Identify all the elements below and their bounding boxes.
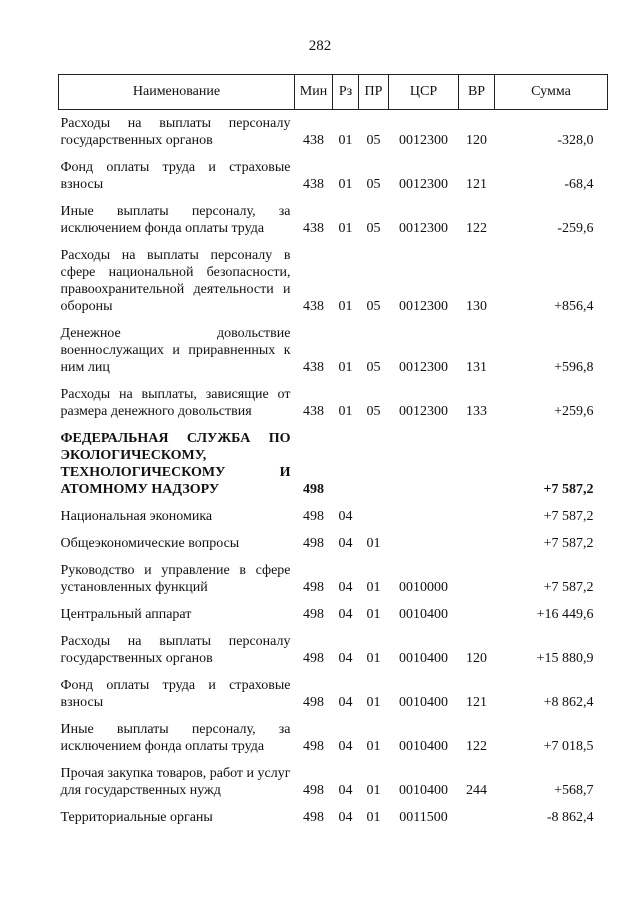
table-row bbox=[59, 154, 608, 198]
row-sum: +7 587,2 bbox=[543, 509, 594, 524]
row-csr: 0010000 bbox=[399, 580, 448, 595]
row-csr: 0011500 bbox=[399, 810, 448, 825]
header-pr: ПР bbox=[359, 75, 389, 110]
table-row bbox=[59, 242, 608, 320]
row-rz: 04 bbox=[338, 607, 353, 622]
row-vr bbox=[459, 530, 495, 557]
row-rz: 04 bbox=[338, 739, 353, 754]
row-csr: 0012300 bbox=[399, 299, 448, 314]
table-row bbox=[59, 425, 608, 503]
row-min: 498 bbox=[303, 695, 324, 710]
row-sum: +7 587,2 bbox=[543, 536, 594, 551]
row-pr: 01 bbox=[366, 810, 381, 825]
row-csr: 0010400 bbox=[399, 695, 448, 710]
row-vr: 121 bbox=[466, 695, 487, 710]
row-pr: 05 bbox=[366, 404, 381, 419]
row-rz: 04 bbox=[338, 783, 353, 798]
table-row bbox=[59, 381, 608, 425]
row-name: Иные выплаты персоналу, за исключением фонда оплаты труда bbox=[60, 204, 291, 236]
row-vr: 121 bbox=[466, 177, 487, 192]
row-rz: 04 bbox=[338, 580, 353, 595]
row-pr: 05 bbox=[366, 133, 381, 148]
row-pr bbox=[359, 503, 389, 530]
row-sum: +8 862,4 bbox=[543, 695, 594, 710]
row-min: 438 bbox=[303, 221, 324, 236]
table-row bbox=[59, 672, 608, 716]
row-csr bbox=[389, 425, 459, 503]
row-min: 498 bbox=[303, 607, 324, 622]
header-csr: ЦСР bbox=[389, 75, 459, 110]
row-rz: 01 bbox=[338, 404, 353, 419]
row-csr: 0012300 bbox=[399, 133, 448, 148]
table-header-row bbox=[59, 75, 608, 110]
row-name: Расходы на выплаты, зависящие от размера денежного довольствия bbox=[60, 387, 291, 419]
row-min: 438 bbox=[303, 133, 324, 148]
table-row bbox=[59, 320, 608, 381]
row-pr: 05 bbox=[366, 221, 381, 236]
row-min: 438 bbox=[303, 360, 324, 375]
row-pr: 01 bbox=[366, 536, 381, 551]
row-sum: +7 587,2 bbox=[543, 580, 594, 595]
row-pr: 01 bbox=[366, 783, 381, 798]
budget-table bbox=[58, 74, 608, 831]
table-row bbox=[59, 716, 608, 760]
row-sum: +856,4 bbox=[554, 299, 594, 314]
row-name: Территориальные органы bbox=[60, 810, 213, 825]
row-rz: 01 bbox=[338, 360, 353, 375]
header-min: Мин bbox=[295, 75, 333, 110]
row-sum: +568,7 bbox=[554, 783, 594, 798]
row-rz: 01 bbox=[338, 177, 353, 192]
row-name: Расходы на выплаты персоналу государственных органов bbox=[60, 634, 291, 666]
table-row bbox=[59, 530, 608, 557]
row-pr: 01 bbox=[366, 651, 381, 666]
row-name: Фонд оплаты труда и страховые взносы bbox=[60, 160, 291, 192]
row-min: 498 bbox=[303, 509, 324, 524]
row-min: 498 bbox=[303, 783, 324, 798]
table-row bbox=[59, 804, 608, 831]
row-name: Общеэкономические вопросы bbox=[60, 536, 240, 551]
row-name: Расходы на выплаты персоналу государственных органов bbox=[60, 116, 291, 148]
row-csr: 0012300 bbox=[399, 221, 448, 236]
row-sum: +16 449,6 bbox=[536, 607, 594, 622]
row-rz: 04 bbox=[338, 695, 353, 710]
header-sum: Сумма bbox=[495, 75, 608, 110]
header-name: Наименование bbox=[59, 75, 295, 110]
row-vr bbox=[459, 804, 495, 831]
row-min: 498 bbox=[303, 810, 324, 825]
row-min: 498 bbox=[303, 580, 324, 595]
row-csr: 0012300 bbox=[399, 177, 448, 192]
row-name: Денежное довольствие военнослужащих и приравненных к ним лиц bbox=[60, 326, 291, 375]
table-row bbox=[59, 601, 608, 628]
row-pr bbox=[359, 425, 389, 503]
row-name: Национальная экономика bbox=[60, 509, 213, 524]
row-rz: 01 bbox=[338, 299, 353, 314]
row-pr: 05 bbox=[366, 299, 381, 314]
row-rz: 04 bbox=[338, 509, 353, 524]
row-rz bbox=[333, 425, 359, 503]
row-sum: -8 862,4 bbox=[546, 810, 594, 825]
row-rz: 04 bbox=[338, 651, 353, 666]
row-sum: +7 018,5 bbox=[543, 739, 594, 754]
row-vr bbox=[459, 601, 495, 628]
row-min: 498 bbox=[303, 651, 324, 666]
row-vr bbox=[459, 503, 495, 530]
row-sum: -328,0 bbox=[557, 133, 594, 148]
row-name: Центральный аппарат bbox=[60, 607, 192, 622]
row-rz: 01 bbox=[338, 133, 353, 148]
row-name: Руководство и управление в сфере установленных функций bbox=[60, 563, 291, 595]
row-vr: 244 bbox=[466, 783, 487, 798]
row-pr: 01 bbox=[366, 695, 381, 710]
row-vr: 122 bbox=[466, 739, 487, 754]
header-vr: ВР bbox=[459, 75, 495, 110]
row-pr: 01 bbox=[366, 739, 381, 754]
row-csr: 0010400 bbox=[399, 739, 448, 754]
row-csr: 0010400 bbox=[399, 783, 448, 798]
row-pr: 05 bbox=[366, 177, 381, 192]
row-csr bbox=[389, 530, 459, 557]
row-name: Иные выплаты персоналу, за исключением фонда оплаты труда bbox=[60, 722, 291, 754]
table-row bbox=[59, 503, 608, 530]
row-sum: +7 587,2 bbox=[543, 482, 594, 497]
row-vr: 120 bbox=[466, 651, 487, 666]
row-sum: -68,4 bbox=[564, 177, 594, 192]
row-vr bbox=[459, 557, 495, 601]
row-min: 438 bbox=[303, 299, 324, 314]
row-min: 498 bbox=[303, 482, 324, 497]
row-sum: +15 880,9 bbox=[536, 651, 594, 666]
row-vr: 131 bbox=[466, 360, 487, 375]
row-vr: 120 bbox=[466, 133, 487, 148]
row-csr bbox=[389, 503, 459, 530]
row-sum: +596,8 bbox=[554, 360, 594, 375]
row-vr: 122 bbox=[466, 221, 487, 236]
header-rz: Рз bbox=[333, 75, 359, 110]
page-number: 282 bbox=[308, 38, 332, 54]
table-row bbox=[59, 628, 608, 672]
row-min: 438 bbox=[303, 404, 324, 419]
row-min: 498 bbox=[303, 536, 324, 551]
row-vr: 133 bbox=[466, 404, 487, 419]
row-sum: +259,6 bbox=[554, 404, 594, 419]
row-csr: 0012300 bbox=[399, 360, 448, 375]
row-name: Фонд оплаты труда и страховые взносы bbox=[60, 678, 291, 710]
row-vr: 130 bbox=[466, 299, 487, 314]
row-vr bbox=[459, 425, 495, 503]
row-rz: 04 bbox=[338, 536, 353, 551]
row-rz: 04 bbox=[338, 810, 353, 825]
row-csr: 0010400 bbox=[399, 651, 448, 666]
row-sum: -259,6 bbox=[557, 221, 594, 236]
table-row bbox=[59, 557, 608, 601]
row-rz: 01 bbox=[338, 221, 353, 236]
row-csr: 0012300 bbox=[399, 404, 448, 419]
table-row bbox=[59, 760, 608, 804]
table-row bbox=[59, 198, 608, 242]
row-min: 498 bbox=[303, 739, 324, 754]
row-pr: 01 bbox=[366, 607, 381, 622]
row-pr: 01 bbox=[366, 580, 381, 595]
row-pr: 05 bbox=[366, 360, 381, 375]
row-name: ФЕДЕРАЛЬНАЯ СЛУЖБА ПО ЭКОЛОГИЧЕСКОМУ, ТЕХНОЛОГИЧЕСКОМУ И АТОМНОМУ НАДЗОРУ bbox=[60, 431, 291, 497]
row-csr: 0010400 bbox=[399, 607, 448, 622]
row-name: Прочая закупка товаров, работ и услуг для государственных нужд bbox=[60, 766, 291, 798]
row-name: Расходы на выплаты персоналу в сфере национальной безопасности, правоохранительной деятельности и обороны bbox=[60, 248, 291, 314]
row-min: 438 bbox=[303, 177, 324, 192]
table-row bbox=[59, 110, 608, 155]
